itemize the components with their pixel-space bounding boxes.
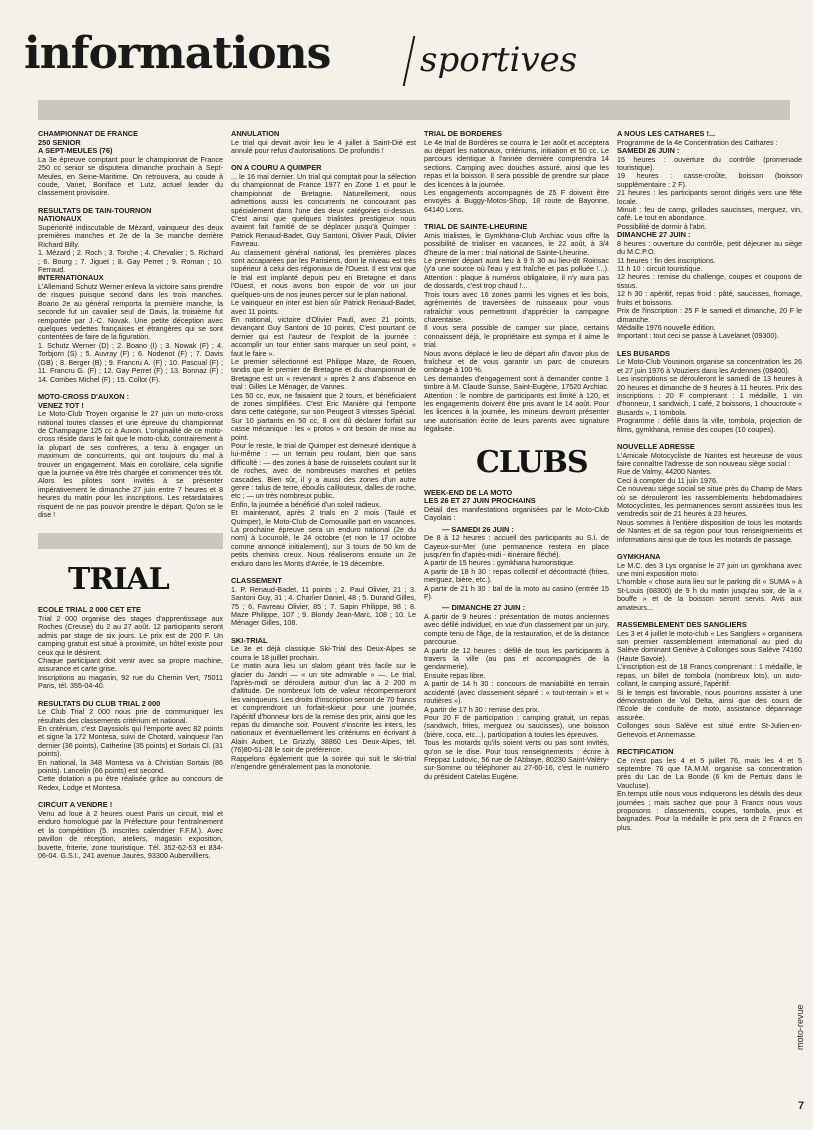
- heading: A SEPT-MEULES (76): [38, 146, 113, 156]
- header-title-sub: sportives: [420, 40, 578, 80]
- paragraph: A partir de 14 h 30 : concours de maniabilité en terrain accidenté (avec classement séparé : « tout-terrain » et « routières »).: [424, 679, 609, 706]
- heading: SAMEDI 26 JUIN :: [617, 146, 680, 155]
- paragraph: En critérium, c'est Dayssiols qui l'emporte avec 82 points et signe la 172 Montesa, suivi de Chotard, vainqueur l'an dernier (36 points), Catherine (35 points) et Sortais Cl. (31 points).: [38, 724, 223, 759]
- trial-rule-bar: [38, 533, 223, 549]
- heading: WEEK-END DE LA MOTO: [424, 487, 513, 497]
- heading: MOTO-CROSS D'AUXON :: [38, 391, 130, 401]
- paragraph: Ce nouveau siège social se situe près du Champ de Mars où se dérouleront les rassemblements hebdomadaires Motocyclistes, les permanences seront assurées tous les vendredis soir de 21 heures à 23 heures.: [617, 484, 802, 519]
- paragraph: 11 heures : fin des inscriptions.: [617, 255, 716, 265]
- paragraph: Et maintenant, après 2 trials en 2 mois (Taulé et Quimper), le Moto-Club de Cornouaille part en vacances. La prochaine épreuve sera un enduro national (2e du nom) à Locunolé, le 24 octobre (et non le 17 octobre comme annoncé initialement), sur 3 tours de 50 km de petits chemins creux. Nous réaliserons ensuite un 2e enduro dans les Monts d'Arrée, le 19 décembre.: [231, 508, 416, 568]
- paragraph: Le M.C. des 3 Lys organise le 27 juin un gymkhana avec une mini exposition moto.: [617, 560, 802, 579]
- paragraph: Rue de Valmy, 44200 Nantes.: [617, 467, 712, 477]
- paragraph: Le matin aura lieu un slalom géant très facile sur le glacier du Jandri — « un site admirable » —. Le trial, l'après-midi se déroulera autour d'un lac à 2 200 m d'altitude. De nombreux lots de valeur récompenseront les vainqueurs. Les droits d'inscription seront de 70 francs et comprendront un forfait-skieur pour une journée, l'apéritif d'honneur lors de la remise des prix, ainsi que les repas du dimanche soir. Pouvent s'inscrire les inters, les nationaux et éventuellement les critériums en écrivant à Alain Aubert, Le Grizzly, 38860 Les Deux-Alpes, tél. (76)80-51-28 le soir de préférence.: [231, 661, 416, 755]
- paragraph: En national, victoire d'Olivier Pauli, avec 21 points, devançant Guy Santoni de 10 points. C'est pourtant ce dernier qui est l'auteur de l'exploit de la journée : accomplir un tour entier sans marquer un seul point, « faut le faire ».: [231, 314, 416, 358]
- paragraph: Si le temps est favorable, nous pourrons assister à une démonstration de Vol Delta, ainsi que des cours de l'Ecole de conduite de moto, assistance dépannage assurée.: [617, 687, 802, 722]
- heading: DIMANCHE 27 JUIN :: [617, 230, 691, 240]
- paragraph: A partir de 12 heures : défilé de tous les participants à travers la ville (au pas et accompagnés de la gendarmerie).: [424, 645, 609, 672]
- column-4: [617, 128, 802, 1108]
- paragraph: Venu ad loue à 2 heures ouest Paris un circuit, trial et enduro homologué par la Préfecture pour l'entraînement et la compétition (5. inscrites calendrier F.F.M.). Avec pavillon de réception, ateliers, magasin exposition, buvette, friterie, zone touristique. Tél. 352-62-53 et 834-06-04. G.S.I., 241 avenue Jaurès, 93300 Aubervilliers.: [38, 808, 223, 860]
- paragraph: Le Moto-Club Vousinois organise sa concentration les 26 et 27 juin 1976 à Vouziers dans les Ardennes (08400).: [617, 357, 802, 375]
- paragraph: 11 h 10 : circuit touristique.: [617, 264, 703, 274]
- paragraph: En temps utile nous vous indiquerons les détails des deux journées ; mais sachez que pour 3 Francs nous vous proposons : classements, coupes, tombola, jeux et baignades. Pour la médaille le prix sera de 2 Francs en plus.: [617, 789, 802, 832]
- paragraph: 1. Schutz Werner (D) ; 2. Boano (I) ; 3. Nowak (F) ; 4. Torbjorn (S) ; 5. Auvray (F) ; 6. Nodenot (F) ; 7. Davis (GB) ; 8. Berger (B) ; 9. Francru A. (F) ; 10. Pascual (F) ; 11. Francru G. (F) ; 12. Gay Perret (F) ; 13. Bonnaz (F) ; 14. Combes Michel (F) ; 15. Collot (F).: [38, 340, 223, 384]
- header-rule-bar: [38, 100, 790, 120]
- heading: RESULTATS DE TAIN-TOURNON: [38, 205, 152, 215]
- paragraph: Important : tout ceci se passe à Lavelanet (09300).: [617, 331, 779, 341]
- paragraph: De 8 à 12 heures : accueil des participants au S.I. de Cayeux-sur-Mer (une permanence restera en place jusqu'en fin d'après-midi - itinéraire fléché).: [424, 533, 609, 559]
- heading: 250 SENIOR: [38, 137, 81, 147]
- paragraph: Au classement général national, les premières places sont accaparées par les Parisiens, dont le niveau est très supérieur à celui des régionaux de l'Ouest. Il est vrai que le trial est implanté depuis peu en Bretagne et dans l'Ouest, et nous avons bon espoir de voir un jour quelques-uns de nos jeunes percer sur le plan national.: [231, 247, 416, 299]
- paragraph: Ensuite repas libre.: [424, 670, 486, 680]
- paragraph: 12 heures : remise du challenge, coupes et coupons de tissus.: [617, 272, 802, 290]
- heading: CHAMPIONNAT DE FRANCE: [38, 129, 139, 138]
- paragraph: Supériorité indiscutable de Mézard, vainqueur des deux premières manches et 2e de la 3e manche derrière Richard Billy.: [38, 223, 223, 249]
- paragraph: Rappelons également que la soirée qui suit le ski-trial n'engendre généralement pas la monotonie.: [231, 753, 416, 771]
- paragraph: Inscriptions au magasin, 92 rue du Chemin Vert, 75011 Paris, tél. 355-04-40.: [38, 672, 223, 691]
- trial-section-title: TRIAL: [68, 562, 169, 598]
- paragraph: Les engagements accompagnés de 25 F doivent être envoyés à Buggy-Motos-Shop, 18 route de Bayonne, 64140 Lons.: [424, 188, 609, 214]
- heading: SKI-TRIAL: [231, 635, 268, 645]
- paragraph: La 3e épreuve comptant pour le championnat de France 250 cc senior se disputera dimanche prochain à Sept-Meules, en Seine-Maritime. On retrouvera, au coude à coude, Vanet, Boniface et Lutz, actuel leader du classement provisoire.: [38, 154, 223, 198]
- heading: NATIONAUX: [38, 214, 82, 224]
- heading: TRIAL DE BORDERES: [424, 129, 502, 138]
- paragraph: L'horrible « chose aura lieu sur le parking dit « SUMA » à St-Louis (68300) de 9 h du matin jusqu'au soir, de la « bouffe » et de la boisson seront servis. Avis aux amateurs...: [617, 577, 802, 612]
- paragraph: L'Amicale Motocycliste de Nantes est heureuse de vous faire connaître l'adresse de son nouveau siège social :: [617, 450, 802, 468]
- paragraph: 12 h 30 : apéritif, repas froid : pâté, saucisses, fromage, fruits et boissons.: [617, 289, 802, 307]
- paragraph: Le premier sélectionné est Philippe Maze, de Rouen, tandis que le premier de Bretagne et du championnat de Bretagne est un « revenant » après 2 ans d'absence en trial : Gilles Le Ménager, de Vannes.: [231, 356, 416, 392]
- paragraph: L'inscription est de 18 Francs comprenant : 1 médaille, le repas, un billet de tombola (nombreux lots), un auto-collant, le camping assuré, l'apéritif.: [617, 662, 802, 689]
- heading: — DIMANCHE 27 JUIN :: [442, 603, 525, 613]
- paragraph: A partir de 15 heures : gymkhana humoristique.: [424, 558, 576, 568]
- header-title-main: informations: [24, 28, 331, 79]
- paragraph: A partir de 18 h 30 : repas collectif et décontracté (frites, merguez, bière, etc.).: [424, 566, 609, 585]
- heading: CIRCUIT A VENDRE !: [38, 800, 113, 810]
- column-1: [38, 128, 223, 1108]
- paragraph: Le 4e trial de Bordères se courra le 1er août et acceptera au départ les nationaux, critériums, initiation et 50 cc. Le parcours identique à l'année dernière comprendra 14 sections. Camping avec douches assuré, ainsi que les repas et la boisson. Il sera possible de prendre sur place des licences à la journée.: [424, 137, 609, 189]
- paragraph: A partir de 9 heures : présentation de motos anciennes avec défilé individuel, en vue d'un classement par un jury, compte tenu de l'âge, de la restauration, et de la distance parcourue.: [424, 612, 609, 647]
- paragraph: Programme de la 4e Concentration des Cathares :: [617, 137, 778, 147]
- clubs-section-title: CLUBS: [476, 444, 588, 480]
- paragraph: Ce n'est pas les 4 et 5 juillet 76, mais les 4 et 5 septembre 76 que l'A.M.M. organise sa concentration près du Lac de La Bonde (6 km de Pertuis dans le Vaucluse).: [617, 755, 802, 790]
- paragraph: Prix de l'inscription : 25 F le samedi et dimanche, 20 F le dimanche.: [617, 306, 802, 324]
- paragraph: Le premier départ aura lieu à 9 h 30 au lieu-dit Roinsac (y'a une source où l'eau y est fraîche et pas polluée !...). Attention : plaque à numéros obligatoire, il n'y aura pas de dossards, c'est trop chaud !...: [424, 256, 609, 291]
- paragraph: 21 heures : les participants seront dirigés vers une fête locale.: [617, 188, 802, 206]
- heading: ANNULATION: [231, 129, 280, 138]
- paragraph: Possibilité de dormir à l'abri.: [617, 221, 707, 231]
- paragraph: L'Allemand Schutz Werner enleva la victoire sans prendre de risques puisque second dans les trois manches. Boano 2e au général remporta la première manche, la seconde fut un cavalier seul de Davis, la troisième fut remportée par J.-C. Novak. Une petite déception avec quelques vedettes françaises et étrangères qui se sont contentées de faire de la figuration.: [38, 282, 223, 342]
- paragraph: Le trial qui devait avoir lieu le 4 juillet à Saint-Dié est annulé pour refus d'autorisations. De profundis !: [231, 137, 416, 155]
- paragraph: ... le 16 mai dernier. Un trial qui comptait pour la sélection du championnat de France 1977 en Zone 1 et pour le championnat de Bretagne. Naturellement, nous admettions aussi les concurrents ne concourant pas spécialement dans l'une des deux catégories ci-dessus. C'est ainsi que quelques trialistes prestigieux nous avaient fait l'amitié de se déplacer jusqu'à Quimper : Patrick Renaud-Badet, Guy Santoni, Olivier Pauli, Olivier Favreau.: [231, 172, 416, 249]
- heading: ECOLE TRIAL 2 000 CET ETE: [38, 605, 141, 615]
- paragraph: 8 heures : ouverture du contrôle, petit déjeuner au siège du M.C.P.O.: [617, 238, 802, 257]
- paragraph: Minuit : feu de camp, grillades saucisses, merguez, vin, café. Le tout en abondance.: [617, 205, 802, 223]
- paragraph: Pour 20 F de participation : camping gratuit, un repas (sandwich, frites, merguez ou saucisses), une boisson (bière, coca, etc...), participation à toutes les épreuves.: [424, 712, 609, 739]
- heading: GYMKHANA: [617, 552, 661, 562]
- paragraph: 1. Mézard ; 2. Roch ; 3. Torche ; 4. Chevalier ; 5. Richard ; 6. Bourg ; 7. Jiguet ; 8. Gay Perret ; 9. Roman ; 10. Ferraud.: [38, 248, 223, 275]
- heading: A NOUS LES CATHARES !...: [617, 129, 716, 138]
- paragraph: Les demandes d'engagement sont à demander contre 1 timbre à M. Claude Suisse, Saint-Eugène, 17520 Archiac. Attention : le nombre de participants est limité à 120, et les engagements doivent être pris avant le 14 août. Pour les licences à la journée, les mineurs devront présenter une autorisation écrite de leurs parents avec signature légalisée.: [424, 373, 609, 434]
- heading: RESULTATS DU CLUB TRIAL 2 000: [38, 698, 161, 708]
- paragraph: 15 heures : ouverture du contrôle (promenade touristique).: [617, 154, 802, 172]
- paragraph: Détail des manifestations organisées par le Moto-Club Cayolais :: [424, 504, 609, 523]
- paragraph: En national, la 348 Montesa va à Christian Sortais (86 points). Lancelin (66 points) est second.: [38, 757, 223, 776]
- paragraph: Trois tours avec 16 zones parmi les vignes et les bois, agrémentés de traversées de ruisseaux pour vous rafraîchir vous permettront d'apprécier la campagne charentaise.: [424, 289, 609, 324]
- paragraph: Le vainqueur en inter est bien sûr Patrick Renaud-Badet, avec 11 points.: [231, 298, 416, 316]
- paragraph: Les 50 cc, eux, ne faisaient que 2 tours, et bénéficiaient de zones simplifiées. C'est Eric Manière qui l'emporte dans cette catégorie, sur son Peugeot 3 vitesses Spécial. Sur 10 partants en 50 cc, 8 ont dû déclarer forfait sur casse mécanique : les « protos » ont besoin de mise au point.: [231, 390, 416, 442]
- heading: RASSEMBLEMENT DES SANGLIERS: [617, 620, 747, 630]
- heading: VENEZ TOT !: [38, 400, 84, 410]
- paragraph: 19 heures : casse-croûte, boisson (boisson supplémentaire : 2 F).: [617, 171, 802, 189]
- paragraph: Le Club Trial 2 000 nous prie de communiquer les résultats des classements critérium et national.: [38, 707, 223, 725]
- heading: LES 26 ET 27 JUIN PROCHAINS: [424, 496, 536, 506]
- paragraph: Les inscriptions se dérouleront le samedi de 13 heures à 20 heures et dimanche de 9 heures à 11 heures. Prix des inscriptions : 20 F comprenant : 1 médaille, 1 vin d'honneur, 1 sandwich, 1 café, 2 boissons, 1 choucroute « Busards », 1 tombola.: [617, 374, 802, 417]
- paragraph: Le Moto-Club Troyen organise le 27 juin un moto-cross national toutes classes et une épreuve du championnat de Champagne 125 cc à Auxon. L'originalité de ce moto-cross réside dans le fait que le moto-club, contrairement à la plupart de ses confrères, a tenu à engager un maximum de concurrents, qui ont toujours du mal à trouver un engagement. Mais en corollaire, cela signifie que la journée va être très chargée et commencer très tôt. Alors les pilotes sont invités à se présenter impérativement le dimanche 27 juin entre 7 heures et 8 heures du matin pour les inscriptions. Les retardataires risquent de ne pas pouvoir prendre le départ. Qu'on se le dise !: [38, 409, 223, 519]
- paragraph: A partir de 21 h 30 : bal de la moto au casino (entrée 15 F).: [424, 583, 609, 602]
- heading: — SAMEDI 26 JUIN :: [442, 524, 514, 534]
- heading: INTERNATIONAUX: [38, 273, 104, 283]
- header-separator: [403, 36, 416, 86]
- paragraph: Le 3e et déjà classique Ski-Trial des Deux-Alpes se courra le 18 juillet prochain.: [231, 644, 416, 662]
- paragraph: Les 3 et 4 juillet le moto-club « Les Sangliers » organisera son premier rassemblement international au pied du Salève dominant Genève à Collonges sous Salève 74160 (Haute Savoie).: [617, 628, 802, 663]
- paragraph: 1. P. Renaud-Badet, 11 points ; 2. Paul Olivier, 21 ; 3. Santoni Guy, 31 ; 4. Charlier Daniel, 48 ; 5. Durand Gilles, 75 ; 6. Favreau Olivier, 85 ; 7. Sapin Philippe, 98 ; 8. Maze Philippe, 107 ; 9. Blondy Jean-Marc, 108 ; 10. Le Ménager Gilles, 108.: [231, 584, 416, 628]
- page-number: 7: [798, 1100, 805, 1112]
- paragraph: Amis trialistes, le Gymkhana-Club Archiac vous offre la possibilité de trialiser en vacances, le 22 août, à 3/4 d'heure de la mer : trial national de Sainte-Lheurine.: [424, 230, 609, 257]
- paragraph: Enfin, la journée a bénéficié d'un soleil radieux.: [231, 499, 382, 509]
- paragraph: A partir de 17 h 30 : remise des prix.: [424, 704, 540, 714]
- paragraph: Cette dotation a pu être réalisée grâce au concours de Redex, Lodge et Montesa.: [38, 774, 223, 792]
- paragraph: Programme : défilé dans la ville, tombola, projection de films, gymkhana, remise des coupes (10 coupes).: [617, 416, 802, 434]
- paragraph: Tous les motards qu'ils soient verts ou pas sont invités, qu'on se le dise. Pour tous renseignements : écrire à Freppaz Ludovic, 56 rue de l'Abbaye, 80230 Saint-Valéry-sur-Somme ou téléphoner au 27-60-16, c'est le numéro du président Catelas Eugène.: [424, 738, 609, 781]
- paragraph: Médaille 1976 nouvelle édition.: [617, 322, 716, 332]
- paragraph: Ceci à compter du 11 juin 1976.: [617, 475, 718, 485]
- paragraph: Pour le reste, le trial de Quimper est demeuré identique à lui-même : — un terrain peu roulant, bien que sans difficulté : — des zones à base de ruisselets coulant sur lit de roches, avec de nombreuses marches et petites cascades. Bien sûr, il y a aussi des zones d'un autre genre : talus de terre, éboulis caillouteux, dalles de roche, etc ; — un très nombreux public.: [231, 441, 416, 501]
- heading: TRIAL DE SAINTE-LHEURINE: [424, 222, 528, 232]
- heading: RECTIFICATION: [617, 746, 674, 756]
- paragraph: Chaque participant doit venir avec sa propre machine, assurance et carte grise.: [38, 656, 223, 674]
- heading: ON A COURU A QUIMPER: [231, 163, 322, 173]
- paragraph: Nous avons déplacé le lieu de départ afin d'avoir plus de fraîcheur et de vous garantir un parc de coureurs ombragé à 100 %.: [424, 348, 609, 375]
- paragraph: Il vous sera possible de camper sur place, certains connaissent déjà, le propriétaire est sympa et il aime le trial.: [424, 323, 609, 350]
- heading: CLASSEMENT: [231, 576, 282, 586]
- paragraph: Trial 2 000 organise des stages d'apprentissage aux Roches (Creuse) du 2 au 27 août. 12 participants seront admis par stage de six jours. Le prix est de 200 F. Un camping gratuit est situé à proximité, un hôtel existe pour ceux qui le désirent.: [38, 613, 223, 657]
- column-2: [231, 128, 416, 1108]
- paragraph: Nous sommes à l'entière disposition de tous les motards de Nantes et de sa région pour tous renseignements et informations ainsi que de tous les motards de passage.: [617, 517, 802, 544]
- paragraph: Collonges sous Salève est situé entre St-Julien-en-Genevois et Annemasse.: [617, 721, 802, 739]
- magazine-side-label: moto-revue: [795, 1004, 805, 1050]
- heading: NOUVELLE ADRESSE: [617, 441, 695, 451]
- column-3: [424, 128, 609, 1108]
- heading: LES BUSARDS: [617, 348, 670, 358]
